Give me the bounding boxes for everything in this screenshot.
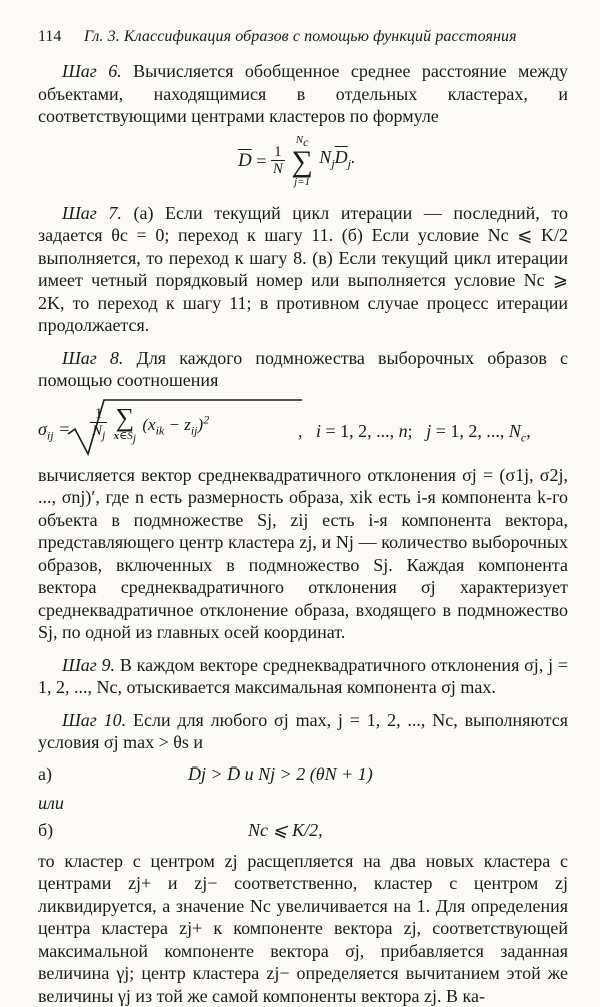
condition-b-label: б)	[38, 820, 53, 841]
step-9-text: В каждом векторе среднеквадратичного отклонения σj, j = 1, 2, ..., Nc, отыскивается максимальная компонента σj max.	[38, 655, 568, 698]
condition-a-label: а)	[38, 764, 52, 785]
step-7-paragraph	[38, 202, 568, 337]
or-word: или	[38, 790, 568, 816]
step-6-paragraph	[38, 60, 568, 128]
step-10-text-after: то кластер с центром zj расщепляется на два новых кластера с центрами zj+ и zj− соответственно, кластер с центром zj ликвидируется, а значение Nc увеличивается на 1. Для определения центра кластера zj+ к компоненте вектора zj, соответствующей максимальной компоненте вектора σj, прибавляется заданная величина γj; центр кластера zj− определяется вычитанием этой же величины γj из той же самой компоненты вектора zj. В ка-	[38, 850, 568, 1007]
step-6-label: Шаг 6.	[62, 61, 122, 81]
step-8-text-before: Для каждого подмножества выборочных образов с помощью соотношения	[38, 348, 568, 391]
condition-a-expression: D̄j > D̄ и Nj > 2 (θN + 1)	[188, 764, 373, 785]
formula-std-deviation: $\sigma_{ij}$ = $\frac{1}{N_j}$ ∑ $x\in S_j$ $(x_{ik} - z_{ij})^2$ , i = 1, 2, ..., n; j = 1, 2, ..., $N_c$,	[38, 398, 568, 464]
step-10-label: Шаг 10.	[62, 710, 126, 730]
step-10-paragraph	[38, 709, 568, 754]
page-header	[38, 28, 568, 50]
condition-a	[38, 760, 568, 790]
step-8-paragraph	[38, 347, 568, 392]
step-10-text-before: Если для любого σj max, j = 1, 2, ..., Nc, выполняются условия σj max > θs и	[38, 710, 568, 753]
step-8-text-after: вычисляется вектор среднеквадратичного отклонения σj = (σ1j, σ2j, ..., σnj)′, где n есть размерность образа, xik есть i-я компонента k-го объекта в подмножестве Sj, zij есть i-я компонента вектора, представляющего центр кластера zj, и Nj — количество выборочных образов, включенных в подмножество Sj. Каждая компонента вектора среднеквадратичного отклонения σj характеризует среднеквадратичное отклонение образа, входящего в подмножество Sj, по одной из главных осей координат.	[38, 464, 568, 644]
condition-b-expression: Nc ⩽ K/2,	[248, 820, 323, 841]
step-7-label: Шаг 7.	[62, 203, 122, 223]
step-9-label: Шаг 9.	[62, 655, 115, 675]
page-body	[38, 60, 568, 1007]
running-title: Гл. 3. Классификация образов с помощью функций расстояния	[84, 28, 517, 46]
step-8-label: Шаг 8.	[62, 348, 123, 368]
formula-mean-distance: $\overline{D}$ = $\frac{1}{N}$ $N_c$ ∑ j=1 $N_j\overline{D}_j$.	[38, 128, 568, 192]
step-7-text: (а) Если текущий цикл итерации — последний, то задается θc = 0; переход к шагу 11. (б) Если условие Nc ⩽ K/2 выполняется, то переход к шагу 8. (в) Если текущий цикл итерации имеет четный порядковый номер или выполняется условие Nc ⩾ 2K, то переход к шагу 11; в противном случае процесс итерации продолжается.	[38, 203, 568, 336]
step-9-paragraph	[38, 654, 568, 699]
step-6-text: Вычисляется обобщенное среднее расстояние между объектами, находящимися в отдельных кластерах, и соответствующими центрами кластеров по формуле	[38, 61, 568, 126]
page-number: 114	[38, 28, 61, 46]
condition-b	[38, 816, 568, 846]
